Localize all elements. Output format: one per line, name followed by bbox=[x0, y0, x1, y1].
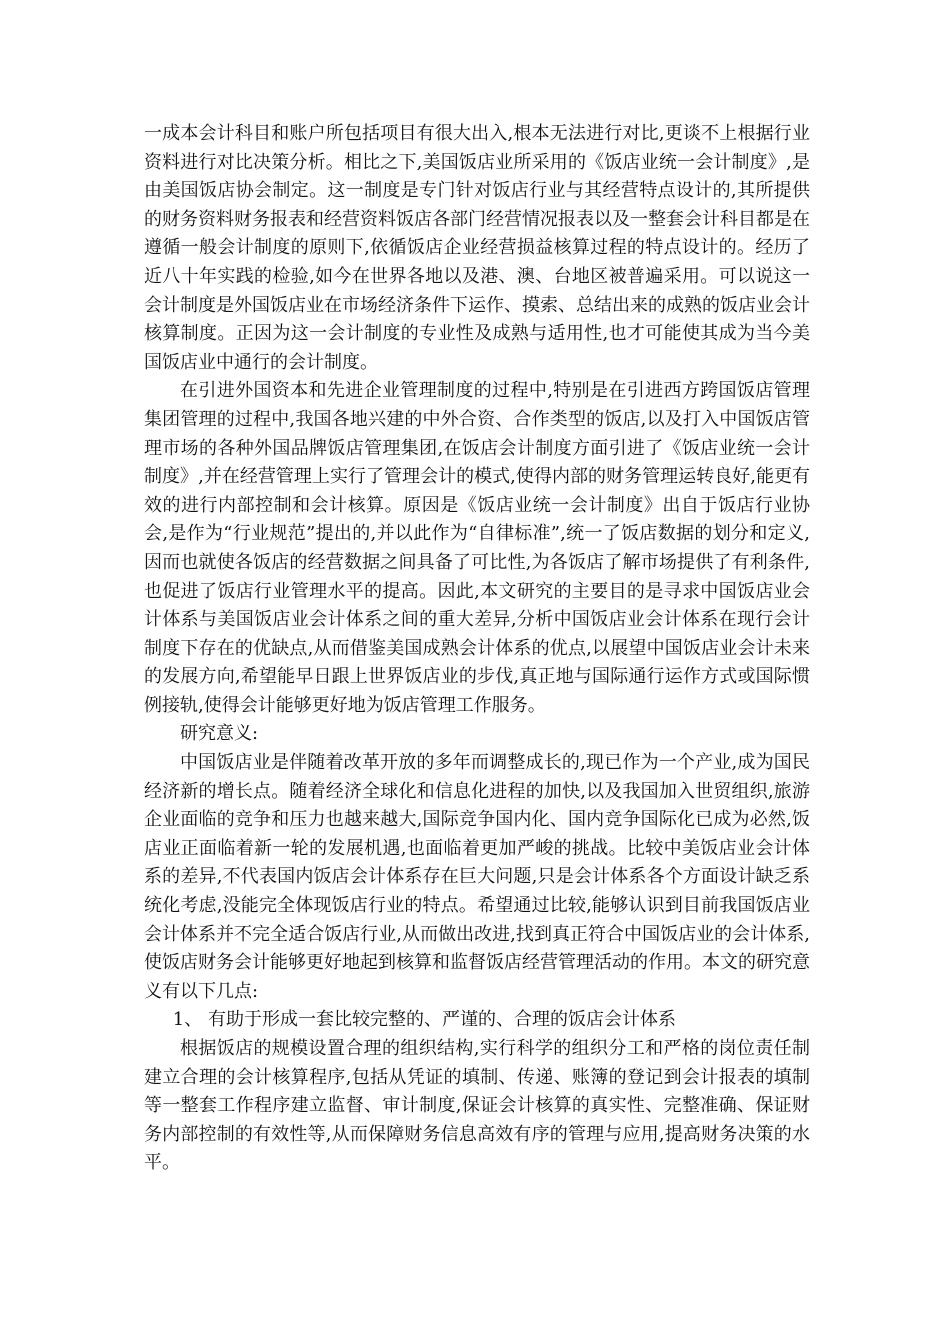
paragraph-intro-continuation: 一成本会计科目和账户所包括项目有很大出入,根本无法进行对比,更谈不上根据行业资料进行对比决策分析。相比之下,美国饭店业所采用的《饭店业统一会计制度》,是由美国饭店协会制定。这一制度是专门针对饭店行业与其经营特点设计的,其所提供的财务资料财务报表和经营资料饭店各部门经营情况报表以及一整套会计科目都是在遵循一般会计制度的原则下,依循饭店企业经营损益核算过程的特点设计的。经历了近八十年实践的检验,如今在世界各地以及港、澳、台地区被普遍采用。可以说这一会计制度是外国饭店业在市场经济条件下运作、摸索、总结出来的成熟的饭店业会计核算制度。正因为这一会计制度的专业性及成熟与适用性,也才可能使其成为当今美国饭店业中通行的会计制度。 bbox=[144, 123, 810, 373]
list-item-heading-1: 1、 有助于形成一套比较完整的、严谨的、合理的饭店会计体系 bbox=[172, 1009, 676, 1031]
paragraph-list-item-1-body: 根据饭店的规模设置合理的组织结构,实行科学的组织分工和严格的岗位责任制建立合理的会计核算程序,包括从凭证的填制、传递、账簿的登记到会计报表的填制等一整套工作程序建立监督、审计制度,保证会计核算的真实性、完整准确、保证财务内部控制的有效性等,从而保障财务信息高效有序的管理与应用,提高财务决策的水平。 bbox=[144, 1038, 810, 1174]
section-heading-research-significance: 研究意义: bbox=[180, 723, 259, 745]
document-body bbox=[144, 120, 810, 1178]
paragraph-research-purpose: 在引进外国资本和先进企业管理制度的过程中,特别是在引进西方跨国饭店管理集团管理的过程中,我国各地兴建的中外合资、合作类型的饭店,以及打入中国饭店管理市场的各种外国品牌饭店管理集团,在饭店会计制度方面引进了《饭店业统一会计制度》,并在经营管理上实行了管理会计的模式,使得内部的财务管理运转良好,能更有效的进行内部控制和会计核算。原因是《饭店业统一会计制度》出自于饭店行业协会,是作为“行业规范”提出的,并以此作为“自律标准”,统一了饭店数据的划分和定义,因而也就使各饭店的经营数据之间具备了可比性,为各饭店了解市场提供了有利条件,也促进了饭店行业管理水平的提高。因此,本文研究的主要目的是寻求中国饭店业会计体系与美国饭店业会计体系之间的重大差异,分析中国饭店业会计体系在现行会计制度下存在的优缺点,从而借鉴美国成熟会计体系的优点,以展望中国饭店业会计未来的发展方向,希望能早日跟上世界饭店业的步伐,真正地与国际通行运作方式或国际惯例接轨,使得会计能够更好地为饭店管理工作服务。 bbox=[144, 380, 810, 716]
paragraph-research-significance: 中国饭店业是伴随着改革开放的多年而调整成长的,现已作为一个产业,成为国民经济新的增长点。随着经济全球化和信息化进程的加快,以及我国加入世贸组织,旅游企业面临的竞争和压力也越来越大,国际竞争国内化、国内竞争国际化已成为必然,饭店业正面临着新一轮的发展机遇,也面临着更加严峻的挑战。比较中美饭店业会计体系的差异,不代表国内饭店会计体系存在巨大问题,只是会计体系各个方面设计缺乏系统化考虑,没能完全体现饭店行业的特点。希望通过比较,能够认识到目前我国饭店业会计体系并不完全适合饭店行业,从而做出改进,找到真正符合中国饭店业的会计体系,使饭店财务会计能够更好地起到核算和监督饭店经营管理活动的作用。本文的研究意义有以下几点: bbox=[144, 752, 810, 1002]
